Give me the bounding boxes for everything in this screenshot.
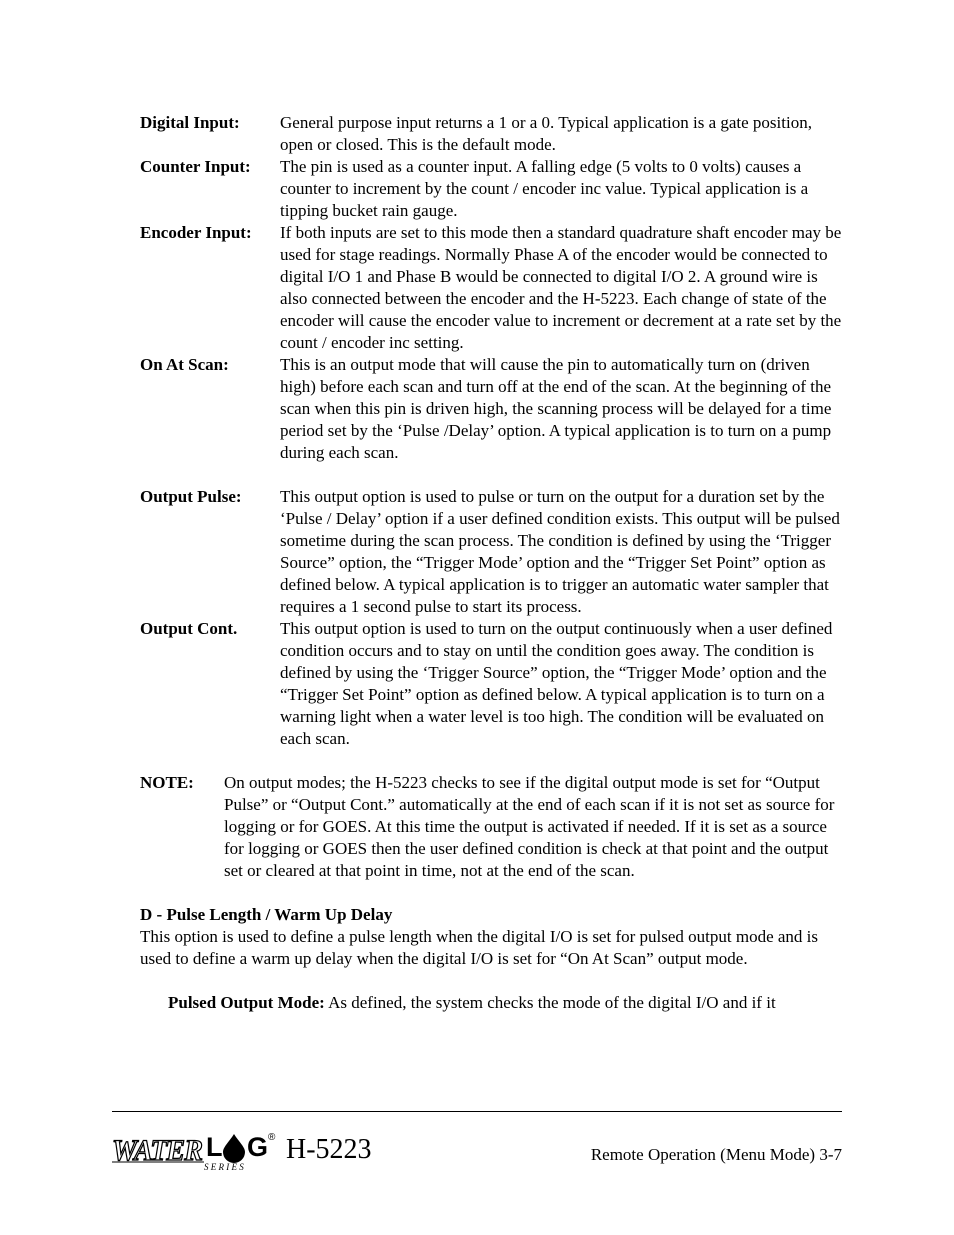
definition-encoder-input — [140, 222, 845, 354]
section-heading: D - Pulse Length / Warm Up Delay — [140, 905, 393, 924]
logo-log-text: L — [206, 1132, 223, 1162]
definition-text: General purpose input returns a 1 or a 0. Typical application is a gate position, open or closed. This is the default mode. — [280, 113, 812, 154]
registered-mark: ® — [268, 1132, 276, 1143]
pulsed-output-term: Pulsed Output Mode: — [168, 993, 325, 1012]
definition-output-pulse — [140, 486, 845, 618]
definition-counter-input — [140, 156, 845, 222]
svg-text:G: G — [247, 1132, 269, 1162]
definition-term: Digital Input: — [140, 113, 240, 132]
note-label: NOTE: — [140, 773, 194, 792]
definition-text: This output option is used to turn on the output continuously when a user defined condition occurs and to stay on until the condition goes away. The condition is defined by using the ‘Trigger Source” option, the “Trigger Mode’ option and the “Trigger Set Point” option as defined below. A typical application is to turn on a warning light when a water level is too high. The condition will be evaluated on each scan. — [280, 619, 833, 748]
water-drop-icon — [223, 1134, 245, 1163]
definitions-block — [140, 112, 845, 1014]
footer-divider — [112, 1111, 842, 1112]
definition-text: The pin is used as a counter input. A falling edge (5 volts to 0 volts) causes a counter to increment by the count / encoder inc value. Typical application is a tipping bucket rain gauge. — [280, 157, 809, 220]
definition-output-cont — [140, 618, 845, 750]
definition-term: On At Scan: — [140, 355, 229, 374]
definition-on-at-scan — [140, 354, 845, 464]
definition-term: Output Pulse: — [140, 487, 242, 506]
note-block — [140, 772, 845, 882]
definition-term: Counter Input: — [140, 157, 251, 176]
logo-water-text: WATER — [112, 1134, 202, 1167]
definition-text: This is an output mode that will cause the pin to automatically turn on (driven high) before each scan and turn off at the end of the scan. At the beginning of the scan when this pin is driven high, the scanning process will be delayed for a time period set by the ‘Pulse /Delay’ option. A typical application is to turn on a pump during each scan. — [280, 355, 832, 462]
waterlog-series-logo — [110, 1126, 282, 1172]
footer-page-label: Remote Operation (Menu Mode) 3-7 — [590, 1145, 842, 1164]
definition-term: Encoder Input: — [140, 223, 252, 242]
pulsed-output-paragraph — [140, 992, 845, 1014]
pulsed-output-text: As defined, the system checks the mode of the digital I/O and if it — [324, 993, 776, 1012]
section-body: This option is used to define a pulse length when the digital I/O is set for pulsed output mode and is used to define a warm up delay when the digital I/O is set for “On At Scan” output mode. — [140, 927, 819, 968]
note-text: On output modes; the H-5223 checks to see if the digital output mode is set for “Output Pulse” or “Output Cont.” automatically at the end of each scan if it is not set as source for logging or for GOES. At this time the output is activated if needed. If it is set as a source for logging or GOES then the user defined condition is check at that point and the output set or cleared at that point in time, not at the end of the scan. — [224, 773, 835, 880]
definition-text: This output option is used to pulse or turn on the output for a duration set by the ‘Pulse / Delay’ option if a user defined condition exists. This output will be pulsed sometime during the scan process. The condition is defined by using the ‘Trigger Source” option, the “Trigger Mode’ option and the “Trigger Set Point” option as defined below. A typical application is to trigger an automatic water sampler that requires a 1 second pulse to start its process. — [280, 487, 840, 616]
model-number: H-5223 — [286, 1134, 372, 1165]
definition-term: Output Cont. — [140, 619, 238, 638]
definition-text: If both inputs are set to this mode then a standard quadrature shaft encoder may be used for stage readings. Normally Phase A of the encoder would be connected to digital I/O 1 and Phase B would be connected to digital I/O 2. A ground wire is also connected between the encoder and the H-5223. Each change of state of the encoder will cause the encoder value to increment or decrement at a rate set by the count / encoder inc setting. — [280, 223, 842, 352]
logo-series-text: S E R I E S — [204, 1162, 244, 1172]
definition-digital-input — [140, 112, 845, 156]
